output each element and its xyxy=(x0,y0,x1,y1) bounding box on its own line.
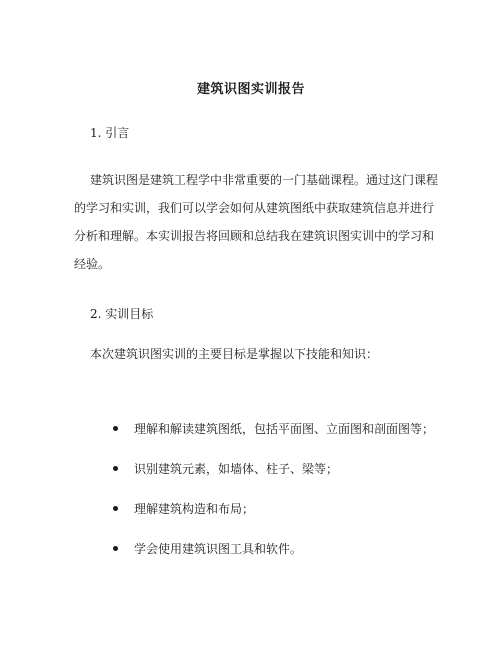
paragraph-line: 的学习和实训，我们可以学会如何从建筑图纸中获取建筑信息并进行 xyxy=(74,201,435,215)
list-item-text: 理解和解读建筑图纸，包括平面图、立面图和剖面图等； xyxy=(134,422,435,436)
intro-paragraph xyxy=(74,166,439,278)
paragraph-line: 分析和理解。本实训报告将回顾和总结我在建筑识图实训中的学习和 xyxy=(74,229,435,243)
list-item xyxy=(113,500,254,517)
section-heading-goals: 2. 实训目标 xyxy=(90,307,154,321)
bullet-icon xyxy=(113,546,118,551)
paragraph-line: 经验。 xyxy=(74,257,111,271)
list-item-text: 识别建筑元素，如墙体、柱子、梁等； xyxy=(134,462,339,476)
paragraph-line: 建筑识图是建筑工程学中非常重要的一门基础课程。通过这门课程 xyxy=(90,173,439,187)
bullet-icon xyxy=(113,506,118,511)
document-title: 建筑识图实训报告 xyxy=(196,82,305,97)
list-item xyxy=(113,540,302,557)
goals-intro-text: 本次建筑识图实训的主要目标是掌握以下技能和知识： xyxy=(90,347,379,361)
bullet-icon xyxy=(113,426,118,431)
list-item-text: 学会使用建筑识图工具和软件。 xyxy=(134,542,303,556)
goals-intro xyxy=(74,340,434,368)
list-item xyxy=(113,460,338,477)
bullet-icon xyxy=(113,466,118,471)
list-item-text: 理解建筑构造和布局； xyxy=(134,502,255,516)
section-heading-intro: 1. 引言 xyxy=(90,126,130,140)
list-item xyxy=(113,420,434,437)
